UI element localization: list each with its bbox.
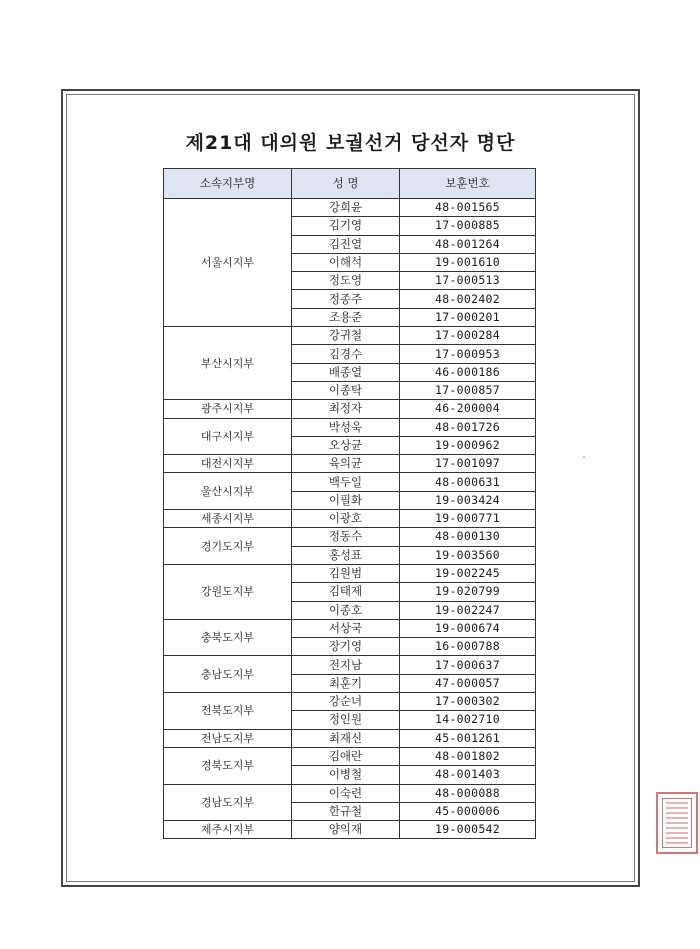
name-cell: 강순녀 <box>292 693 400 711</box>
table-body <box>164 199 536 839</box>
table-header-row <box>164 169 536 199</box>
name-cell: 최정자 <box>292 400 400 418</box>
number-cell: 17-000284 <box>400 327 536 345</box>
name-cell: 배종열 <box>292 363 400 381</box>
branch-cell: 세종시지부 <box>164 510 292 528</box>
table-row <box>164 693 536 711</box>
name-cell: 서상국 <box>292 619 400 637</box>
number-cell: 45-001261 <box>400 729 536 747</box>
branch-cell: 대전시지부 <box>164 455 292 473</box>
table-row <box>164 729 536 747</box>
table-row <box>164 455 536 473</box>
number-cell: 45-000006 <box>400 802 536 820</box>
seal-glyphs <box>666 802 688 844</box>
number-cell: 19-000674 <box>400 619 536 637</box>
name-cell: 이숙련 <box>292 784 400 802</box>
branch-cell: 경북도지부 <box>164 747 292 784</box>
branch-cell: 울산시지부 <box>164 473 292 510</box>
branch-cell: 전북도지부 <box>164 693 292 730</box>
name-cell: 최훈기 <box>292 674 400 692</box>
branch-cell: 전남도지부 <box>164 729 292 747</box>
number-cell: 17-000201 <box>400 308 536 326</box>
name-cell: 강귀철 <box>292 327 400 345</box>
official-seal-stamp <box>656 792 698 854</box>
number-cell: 16-000788 <box>400 638 536 656</box>
table-row <box>164 327 536 345</box>
name-cell: 김애란 <box>292 747 400 765</box>
name-cell: 이광호 <box>292 510 400 528</box>
name-cell: 이종탁 <box>292 381 400 399</box>
name-cell: 이해석 <box>292 253 400 271</box>
number-cell: 47-000057 <box>400 674 536 692</box>
number-cell: 17-000857 <box>400 381 536 399</box>
name-cell: 이병철 <box>292 766 400 784</box>
number-cell: 14-002710 <box>400 711 536 729</box>
branch-cell: 제주시지부 <box>164 821 292 839</box>
name-cell: 김태제 <box>292 583 400 601</box>
number-cell: 48-002402 <box>400 290 536 308</box>
header-number: 보훈번호 <box>400 169 536 199</box>
number-cell: 19-000771 <box>400 510 536 528</box>
scan-speck <box>583 456 585 458</box>
number-cell: 19-001610 <box>400 253 536 271</box>
name-cell: 최재신 <box>292 729 400 747</box>
name-cell: 김원범 <box>292 564 400 582</box>
number-cell: 17-000885 <box>400 217 536 235</box>
name-cell: 강희윤 <box>292 199 400 217</box>
table-row <box>164 418 536 436</box>
name-cell: 육의균 <box>292 455 400 473</box>
branch-cell: 경기도지부 <box>164 528 292 565</box>
branch-cell: 대구시지부 <box>164 418 292 455</box>
table-row <box>164 199 536 217</box>
name-cell: 조용준 <box>292 308 400 326</box>
document-title: 제21대 대의원 보궐선거 당선자 명단 <box>185 132 516 154</box>
number-cell: 48-000631 <box>400 473 536 491</box>
name-cell: 정동수 <box>292 528 400 546</box>
table-row <box>164 619 536 637</box>
number-cell: 19-003424 <box>400 491 536 509</box>
table-row <box>164 528 536 546</box>
number-cell: 48-001726 <box>400 418 536 436</box>
number-cell: 17-000953 <box>400 345 536 363</box>
number-cell: 17-000513 <box>400 272 536 290</box>
winners-table <box>163 168 536 839</box>
table-row <box>164 510 536 528</box>
number-cell: 46-200004 <box>400 400 536 418</box>
table-row <box>164 564 536 582</box>
name-cell: 한규철 <box>292 802 400 820</box>
branch-cell: 강원도지부 <box>164 564 292 619</box>
name-cell: 김기영 <box>292 217 400 235</box>
number-cell: 17-001097 <box>400 455 536 473</box>
number-cell: 48-001264 <box>400 235 536 253</box>
number-cell: 19-000542 <box>400 821 536 839</box>
header-branch: 소속지부명 <box>164 169 292 199</box>
name-cell: 이필화 <box>292 491 400 509</box>
table-row <box>164 747 536 765</box>
number-cell: 19-020799 <box>400 583 536 601</box>
branch-cell: 서울시지부 <box>164 199 292 327</box>
name-cell: 오상균 <box>292 436 400 454</box>
name-cell: 양익재 <box>292 821 400 839</box>
header-name: 성 명 <box>292 169 400 199</box>
branch-cell: 광주시지부 <box>164 400 292 418</box>
table-row <box>164 473 536 491</box>
number-cell: 17-000302 <box>400 693 536 711</box>
name-cell: 정도영 <box>292 272 400 290</box>
branch-cell: 충남도지부 <box>164 656 292 693</box>
name-cell: 박성욱 <box>292 418 400 436</box>
name-cell: 김진열 <box>292 235 400 253</box>
table-row <box>164 656 536 674</box>
number-cell: 19-000962 <box>400 436 536 454</box>
name-cell: 장기영 <box>292 638 400 656</box>
name-cell: 전지남 <box>292 656 400 674</box>
branch-cell: 충북도지부 <box>164 619 292 656</box>
name-cell: 정인원 <box>292 711 400 729</box>
number-cell: 48-000130 <box>400 528 536 546</box>
number-cell: 48-001802 <box>400 747 536 765</box>
number-cell: 17-000637 <box>400 656 536 674</box>
number-cell: 19-003560 <box>400 546 536 564</box>
number-cell: 19-002245 <box>400 564 536 582</box>
number-cell: 48-001565 <box>400 199 536 217</box>
table-row <box>164 784 536 802</box>
branch-cell: 부산시지부 <box>164 327 292 400</box>
table-row <box>164 821 536 839</box>
name-cell: 백두일 <box>292 473 400 491</box>
table-row <box>164 400 536 418</box>
number-cell: 19-002247 <box>400 601 536 619</box>
number-cell: 48-001403 <box>400 766 536 784</box>
name-cell: 홍성표 <box>292 546 400 564</box>
name-cell: 정종주 <box>292 290 400 308</box>
name-cell: 김경수 <box>292 345 400 363</box>
number-cell: 48-000088 <box>400 784 536 802</box>
branch-cell: 경남도지부 <box>164 784 292 821</box>
number-cell: 46-000186 <box>400 363 536 381</box>
name-cell: 이종호 <box>292 601 400 619</box>
